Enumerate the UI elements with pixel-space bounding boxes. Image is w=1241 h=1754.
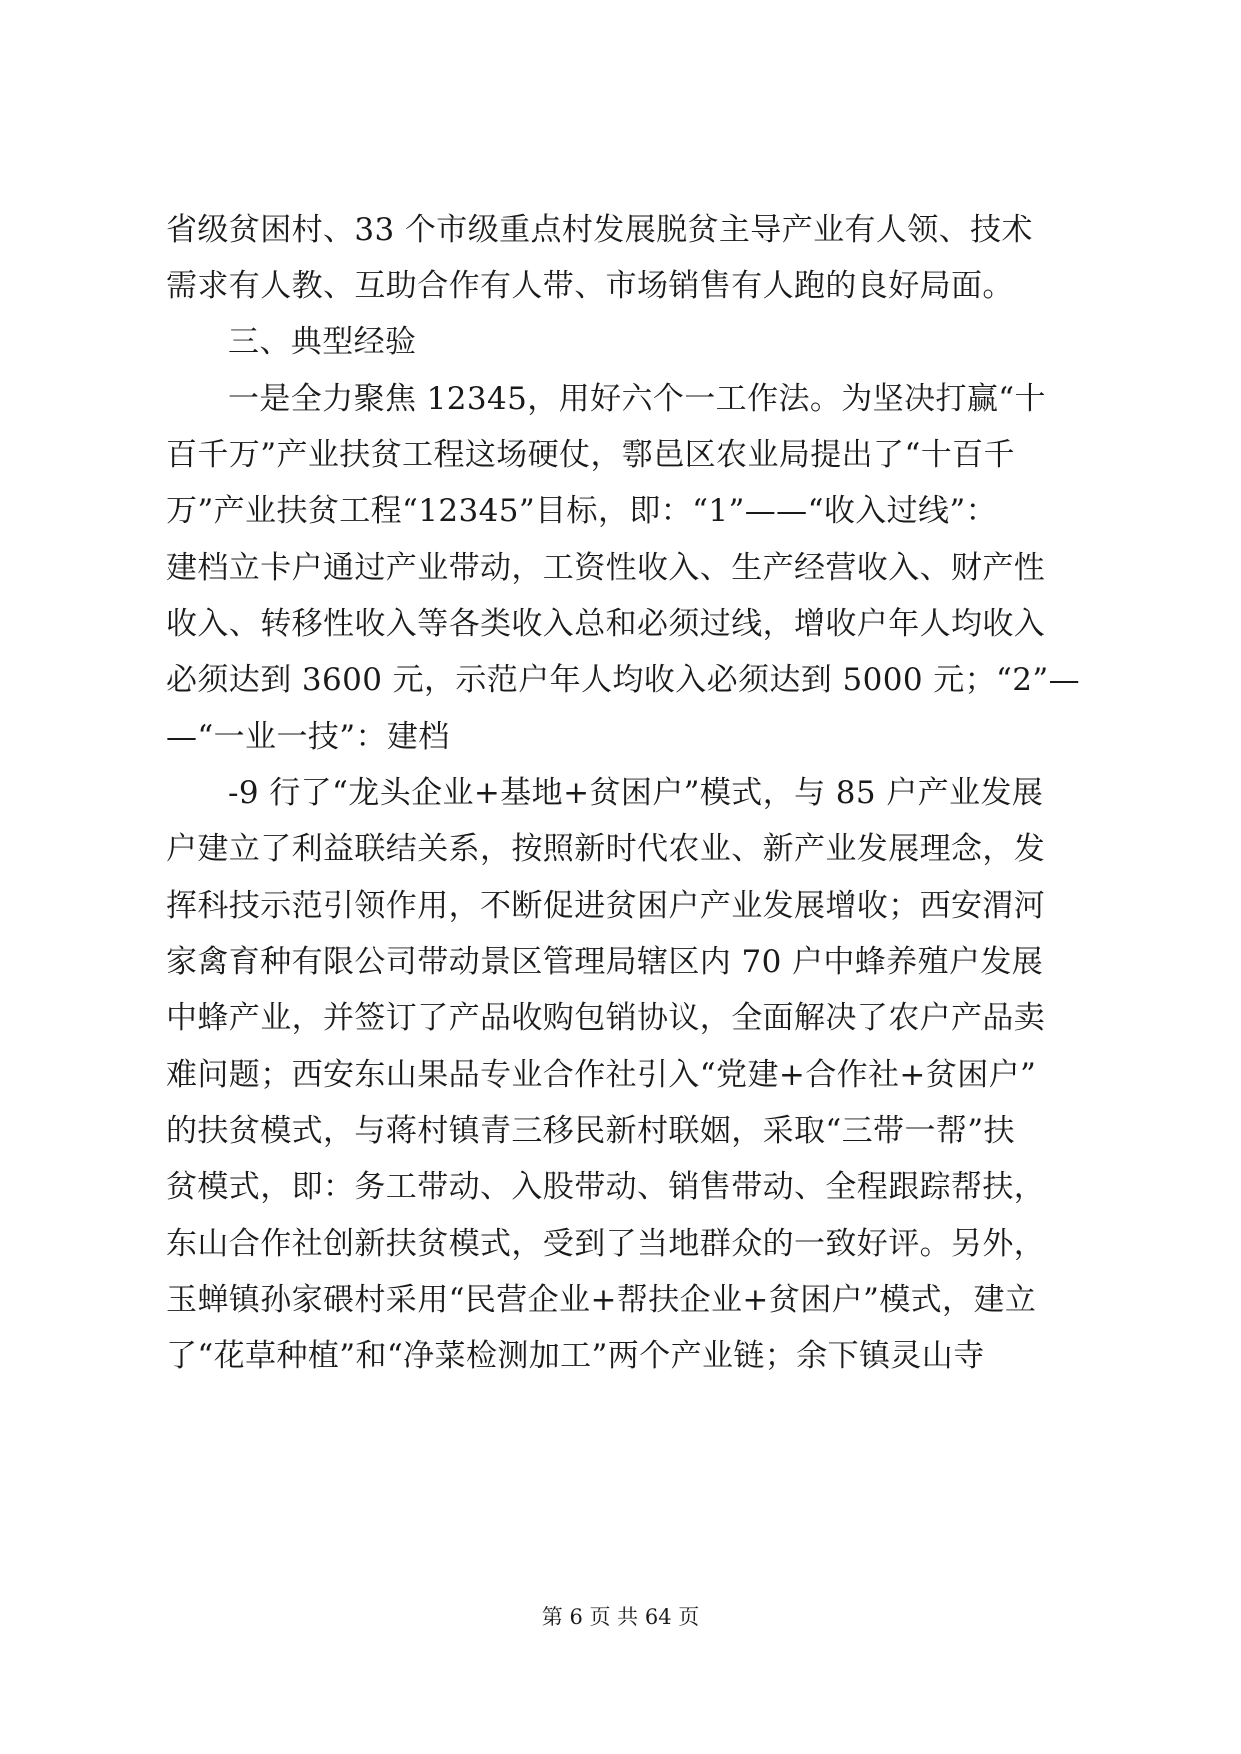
text-line-1: 省级贫困村、33 个市级重点村发展脱贫主导产业有人领、技术 bbox=[166, 212, 1033, 248]
text-line-2: 需求有人教、互助合作有人带、市场销售有人跑的良好局面。 bbox=[166, 268, 1014, 304]
text-line-4: 一是全力聚焦 12345，用好六个一工作法。为坚决打赢“十 bbox=[228, 381, 1046, 417]
text-line-21: 了“花草种植”和“净菜检测加工”两个产业链；余下镇灵山寺 bbox=[166, 1338, 985, 1374]
text-line-11: -9 行了“龙头企业+基地+贫困户”模式，与 85 户产业发展 bbox=[228, 775, 1044, 811]
text-line-13: 挥科技示范引领作用，不断促进贫困户产业发展增收；西安渭河 bbox=[166, 888, 1046, 924]
text-line-6: 万”产业扶贫工程“12345”目标，即：“1”——“收入过线”： bbox=[166, 493, 998, 529]
text-line-8: 收入、转移性收入等各类收入总和必须过线，增收户年人均收入 bbox=[166, 606, 1046, 642]
text-line-5: 百千万”产业扶贫工程这场硬仗，鄠邑区农业局提出了“十百千 bbox=[166, 437, 1015, 473]
section-heading: 三、典型经验 bbox=[228, 324, 417, 360]
text-line-10: —“一业一技”：建档 bbox=[166, 719, 450, 755]
text-line-19: 东山合作社创新扶贫模式，受到了当地群众的一致好评。另外， bbox=[166, 1226, 1046, 1262]
text-line-7: 建档立卡户通过产业带动，工资性收入、生产经营收入、财产性 bbox=[166, 550, 1046, 586]
page-number-footer: 第 6 页 共 64 页 bbox=[541, 1605, 700, 1629]
text-line-18: 贫模式，即：务工带动、入股带动、销售带动、全程跟踪帮扶， bbox=[166, 1169, 1046, 1205]
text-line-16: 难问题；西安东山果品专业合作社引入“党建+合作社+贫困户” bbox=[166, 1057, 1037, 1093]
text-line-14: 家禽育种有限公司带动景区管理局辖区内 70 户中蜂养殖户发展 bbox=[166, 944, 1044, 980]
text-line-20: 玉蝉镇孙家碨村采用“民营企业+帮扶企业+贫困户”模式，建立 bbox=[166, 1282, 1037, 1318]
text-line-17: 的扶贫模式，与蒋村镇青三移民新村联姻，采取“三带一帮”扶 bbox=[166, 1113, 1015, 1149]
text-line-12: 户建立了利益联结关系，按照新时代农业、新产业发展理念，发 bbox=[166, 831, 1046, 867]
text-line-9: 必须达到 3600 元，示范户年人均收入必须达到 5000 元；“2”— bbox=[166, 662, 1081, 698]
text-line-15: 中蜂产业，并签订了产品收购包销协议，全面解决了农户产品卖 bbox=[166, 1000, 1046, 1036]
